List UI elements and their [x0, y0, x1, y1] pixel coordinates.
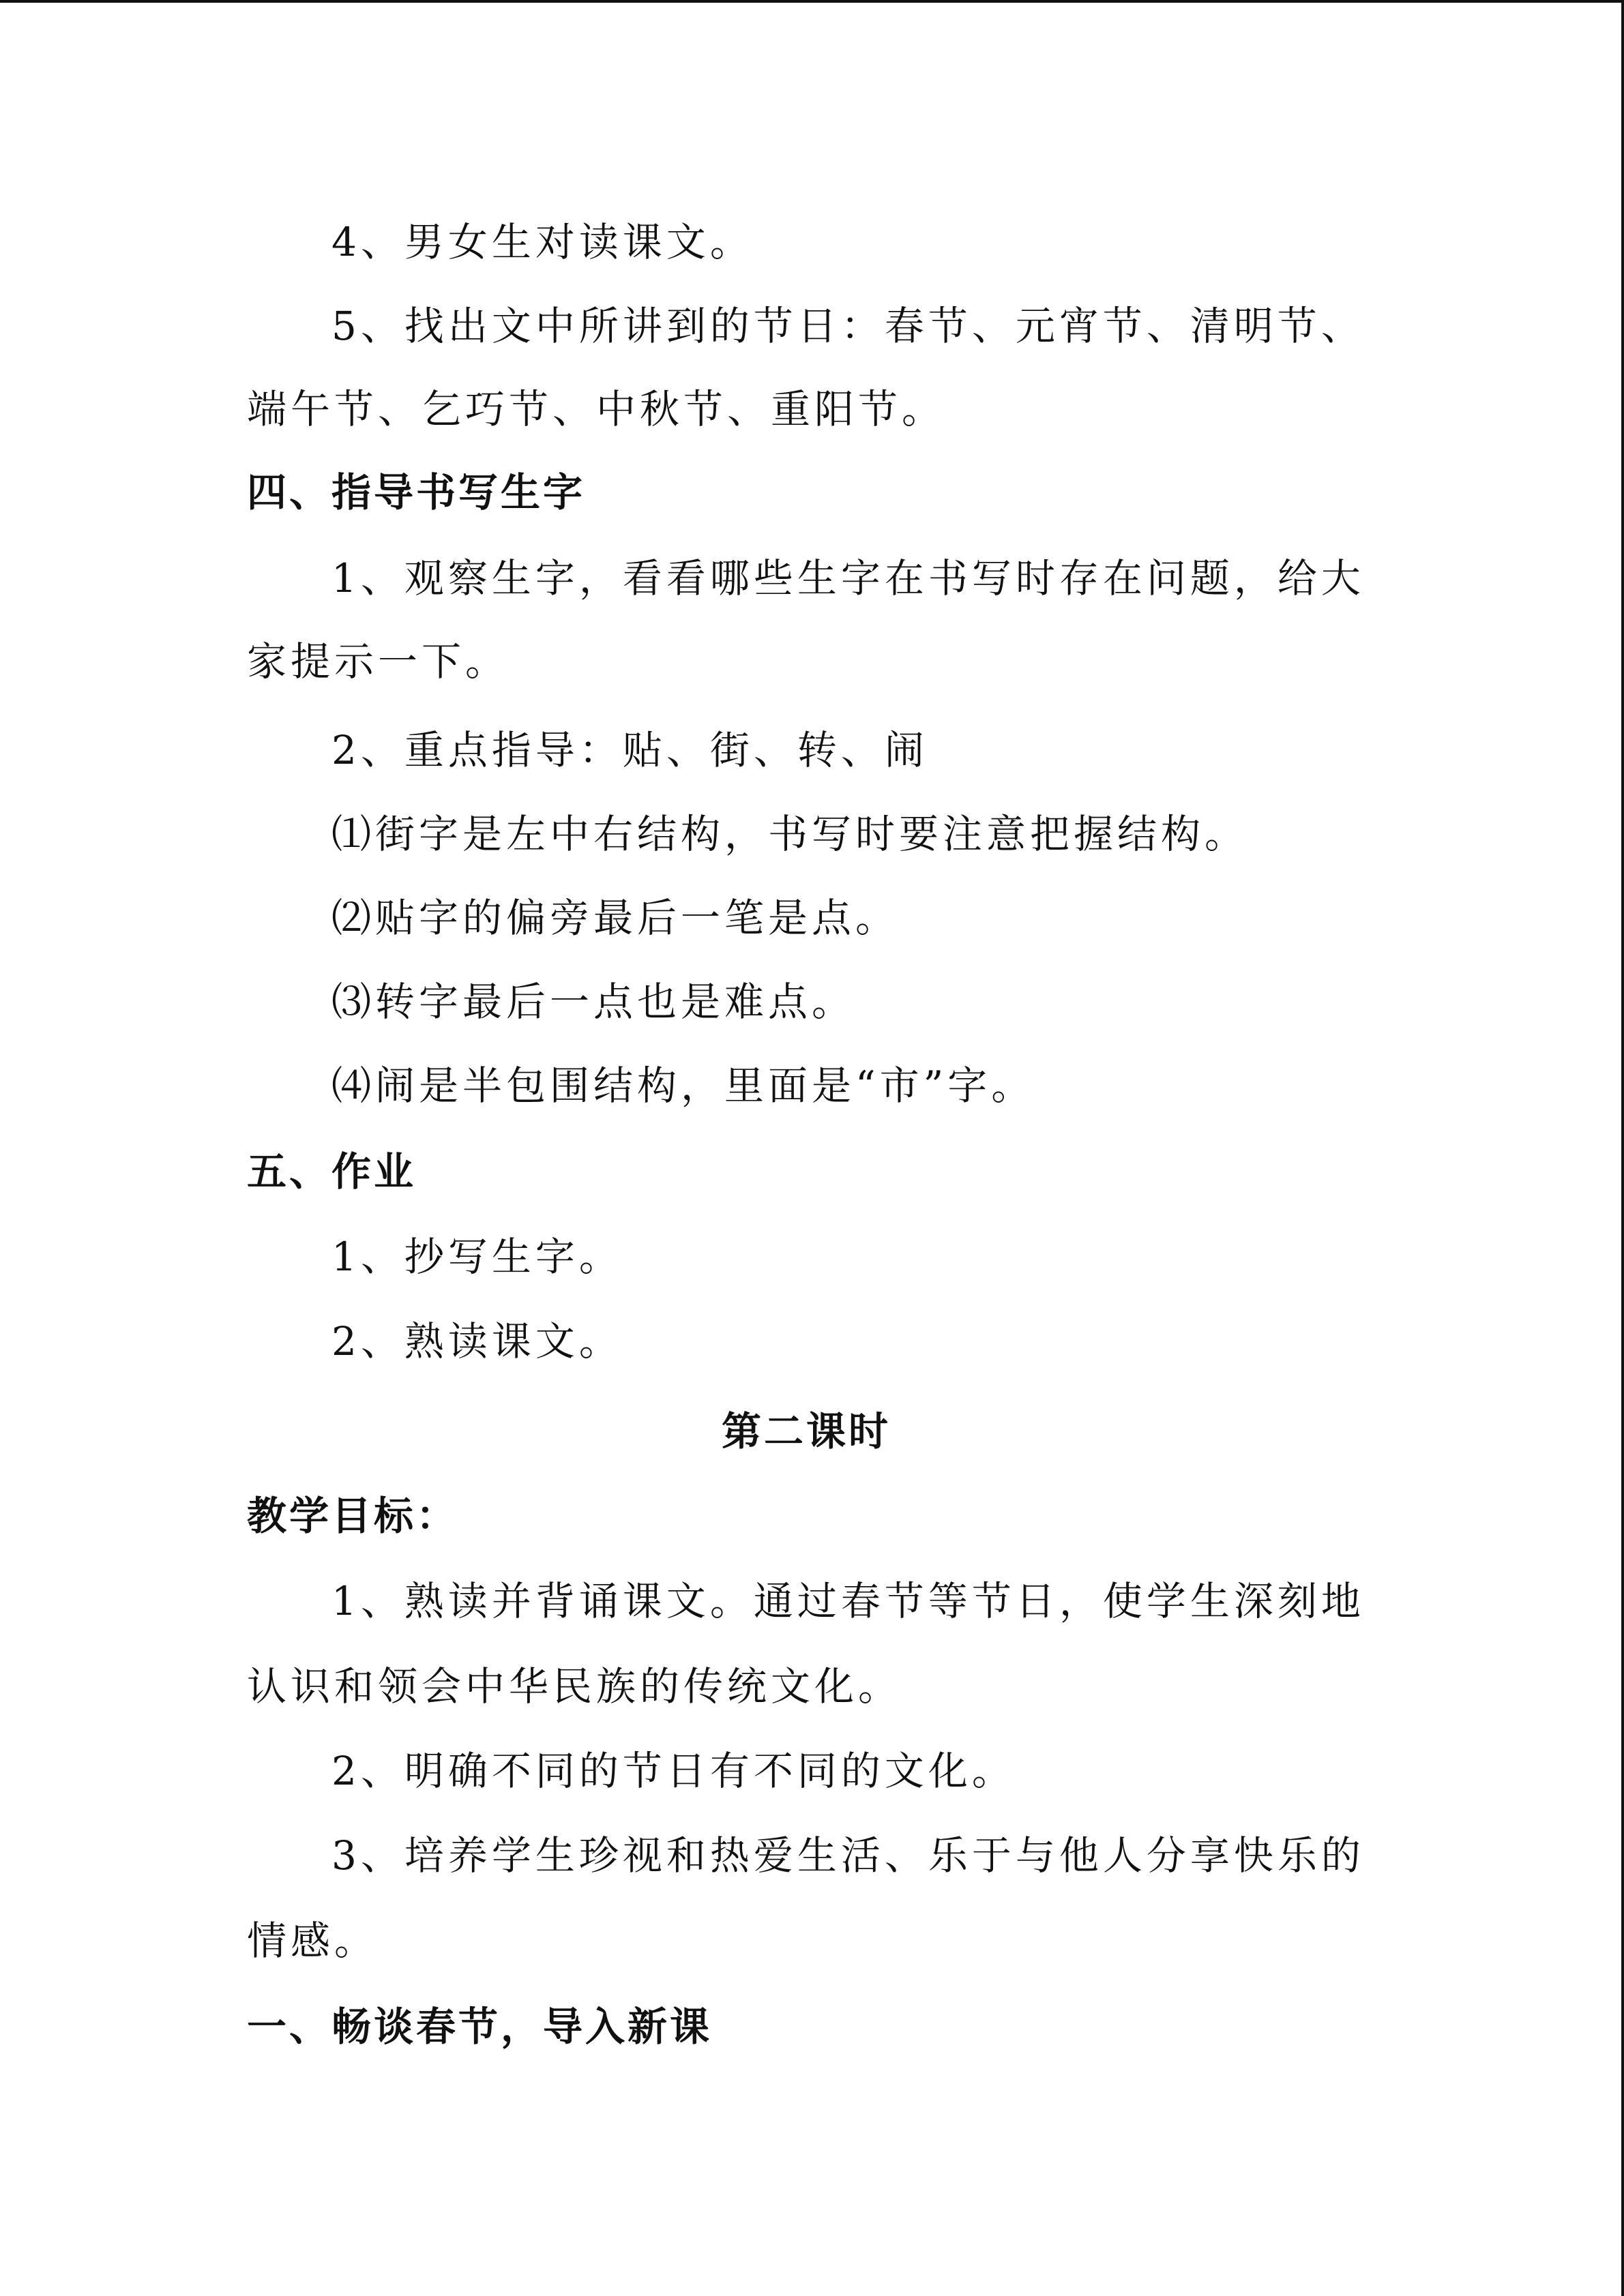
- text-line-sub-2: ⑵贴字的偏旁最后一笔是点。: [331, 895, 900, 941]
- text-line-homework-1: 1、抄写生字。: [331, 1234, 623, 1280]
- section-heading-5: 五、作业: [247, 1148, 417, 1195]
- text-line-key-guidance: 2、重点指导：贴、街、转、闹: [331, 727, 928, 773]
- text-line-objective-1-cont: 认识和领会中华民族的传统文化。: [247, 1663, 902, 1710]
- objectives-heading: 教学目标：: [247, 1493, 459, 1539]
- text-line-sub-3: ⑶转字最后一点也是难点。: [331, 979, 856, 1025]
- top-border-line: [0, 0, 1624, 3]
- text-line-homework-2: 2、熟读课文。: [331, 1318, 623, 1365]
- text-line-observe: 1、观察生字，看看哪些生字在书写时存在问题，给大: [331, 555, 1365, 601]
- text-line-observe-cont: 家提示一下。: [247, 638, 510, 685]
- text-line-sub-1: ⑴街字是左中右结构，书写时要注意把握结构。: [331, 811, 1249, 857]
- text-line-objective-3: 3、培养学生珍视和热爱生活、乐于与他人分享快乐的: [331, 1832, 1365, 1879]
- text-line-step-5-cont: 端午节、乞巧节、中秋节、重阳节。: [247, 386, 946, 432]
- text-line-step-4: 4、男女生对读课文。: [331, 219, 754, 265]
- lesson-title: 第二课时: [721, 1408, 891, 1455]
- text-line-objective-2: 2、明确不同的节日有不同的文化。: [331, 1748, 1016, 1794]
- text-line-objective-1: 1、熟读并背诵课文。通过春节等节日，使学生深刻地: [331, 1578, 1365, 1624]
- text-line-objective-3-cont: 情感。: [247, 1918, 379, 1964]
- text-line-step-5: 5、找出文中所讲到的节日：春节、元宵节、清明节、: [331, 303, 1365, 349]
- section-heading-1: 一、畅谈春节，导入新课: [247, 2003, 713, 2050]
- text-line-sub-4: ⑷闹是半包围结构，里面是“市”字。: [331, 1062, 1035, 1109]
- right-border-line: [1621, 0, 1624, 2296]
- section-heading-4: 四、指导书写生字: [247, 469, 586, 516]
